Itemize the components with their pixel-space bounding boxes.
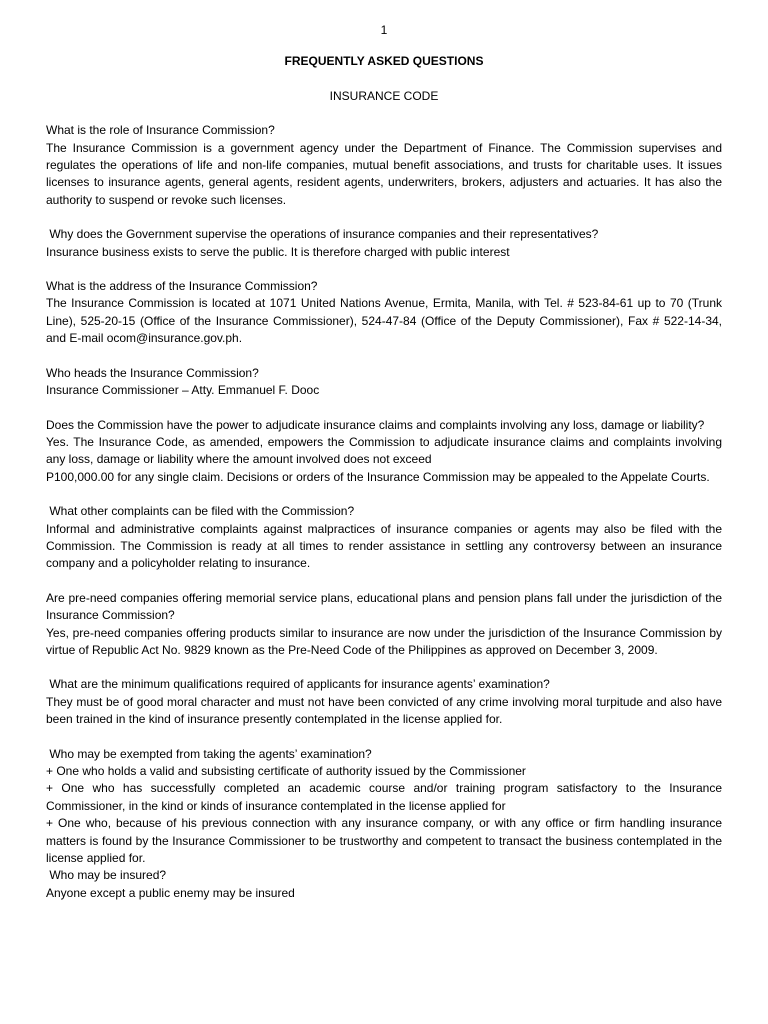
faq-item-role [46, 122, 722, 209]
faq-answer [46, 625, 722, 660]
faq-question: What is the address of the Insurance Commission? [46, 279, 318, 294]
faq-answer [46, 521, 722, 573]
faq-item-supervision [46, 226, 722, 261]
faq-item-adjudicate [46, 417, 722, 487]
faq-question: What other complaints can be filed with the Commission? [46, 504, 355, 519]
faq-answer-paragraph: Yes, pre-need companies offering products similar to insurance are now under the jurisdiction of the Insurance Commission by virtue of Republic Act No. 9829 known as the Pre-Need Code of the Philippines as approved on December 3, 2009. [46, 625, 722, 657]
faq-answer-bullet: + One who holds a valid and subsisting certificate of authority issued by the Commissioner [46, 764, 526, 778]
page-subtitle: INSURANCE CODE [329, 88, 439, 103]
faq-question: What is the role of Insurance Commission? [46, 123, 275, 138]
page-title: FREQUENTLY ASKED QUESTIONS [284, 54, 484, 69]
faq-question: What are the minimum qualifications required of applicants for insurance agents’ examination? [46, 677, 550, 692]
faq-question: Are pre-need companies offering memorial service plans, educational plans and pension plans fall under the jurisdiction of the Insurance Commission? [46, 590, 722, 623]
faq-answer [46, 140, 722, 210]
faq-question: Does the Commission have the power to adjudicate insurance claims and complaints involving any loss, damage or liability? [46, 417, 705, 432]
faq-answer-bullet: + One who, because of his previous connection with any insurance company, or with any office or firm handling insurance matters is found by the Insurance Commissioner to be trustworthy and competent to transact the business contemplated in the license applied for. [46, 816, 722, 866]
faq-item-head [46, 365, 722, 400]
faq-item-qualifications [46, 676, 722, 728]
faq-question: Who may be exempted from taking the agents’ examination? [46, 746, 372, 761]
faq-answer-paragraph: They must be of good moral character and must not have been convicted of any crime involving moral turpitude and also have been trained in the kind of insurance presently contemplated in the license applied for. [46, 694, 722, 727]
faq-item-insured [46, 867, 722, 902]
faq-answer-bullet: + One who has successfully completed an academic course and/or training program satisfactory to the Insurance Commissioner, in the kind or kinds of insurance contemplated in the license applied for [46, 781, 722, 813]
faq-item-address [46, 278, 722, 348]
faq-answer [46, 694, 722, 729]
faq-answer-paragraph: Informal and administrative complaints against malpractices of insurance companies or agents may also be filed with the Commission. The Commission is ready at all times to render assistance in settling any controversy between an insurance company and a policyholder relating to insurance. [46, 521, 722, 571]
faq-answer-paragraph: Anyone except a public enemy may be insured [46, 885, 295, 900]
faq-answer [46, 295, 722, 347]
faq-answer [46, 434, 722, 486]
faq-answer-paragraph: The Insurance Commission is located at 1071 United Nations Avenue, Ermita, Manila, with Tel. # 523-84-61 up to 70 (Trunk Line), 525-20-15 (Office of the Insurance Commissioner), 524-47-84 (Office of the Deputy Commissioner), Fax # 522-14-34, and E-mail ocom@insurance.gov.ph. [46, 296, 722, 346]
faq-item-pre-need [46, 590, 722, 660]
page-number: 1 [380, 23, 388, 37]
faq-answer-paragraph: Yes. The Insurance Code, as amended, empowers the Commission to adjudicate insurance claims and complaints involving any loss, damage or liability where the amount involved does not exceed [46, 434, 722, 467]
faq-answer-paragraph: P100,000.00 for any single claim. Decisions or orders of the Insurance Commission may be appealed to the Appelate Courts. [46, 469, 710, 484]
faq-answer-paragraph: Insurance Commissioner – Atty. Emmanuel F. Dooc [46, 383, 320, 398]
faq-answer [46, 382, 722, 399]
faq-answer-paragraph: The Insurance Commission is a government agency under the Department of Finance. The Commission supervises and regulates the operations of life and non-life companies, mutual benefit associations, and trusts for charitable uses. It issues licenses to insurance agents, general agents, resident agents, underwriters, brokers, adjusters and actuaries. It has also the authority to suspend or revoke such licenses. [46, 140, 722, 207]
faq-item-other-complaints [46, 503, 722, 573]
faq-question: Why does the Government supervise the operations of insurance companies and their representatives? [46, 227, 599, 242]
faq-answer-paragraph: Insurance business exists to serve the public. It is therefore charged with public interest [46, 244, 510, 259]
faq-answer [46, 885, 722, 902]
faq-answer [46, 763, 722, 867]
faq-question: Who heads the Insurance Commission? [46, 365, 259, 380]
faq-item-exemptions [46, 746, 722, 868]
faq-answer [46, 244, 722, 261]
faq-question: Who may be insured? [46, 868, 167, 883]
